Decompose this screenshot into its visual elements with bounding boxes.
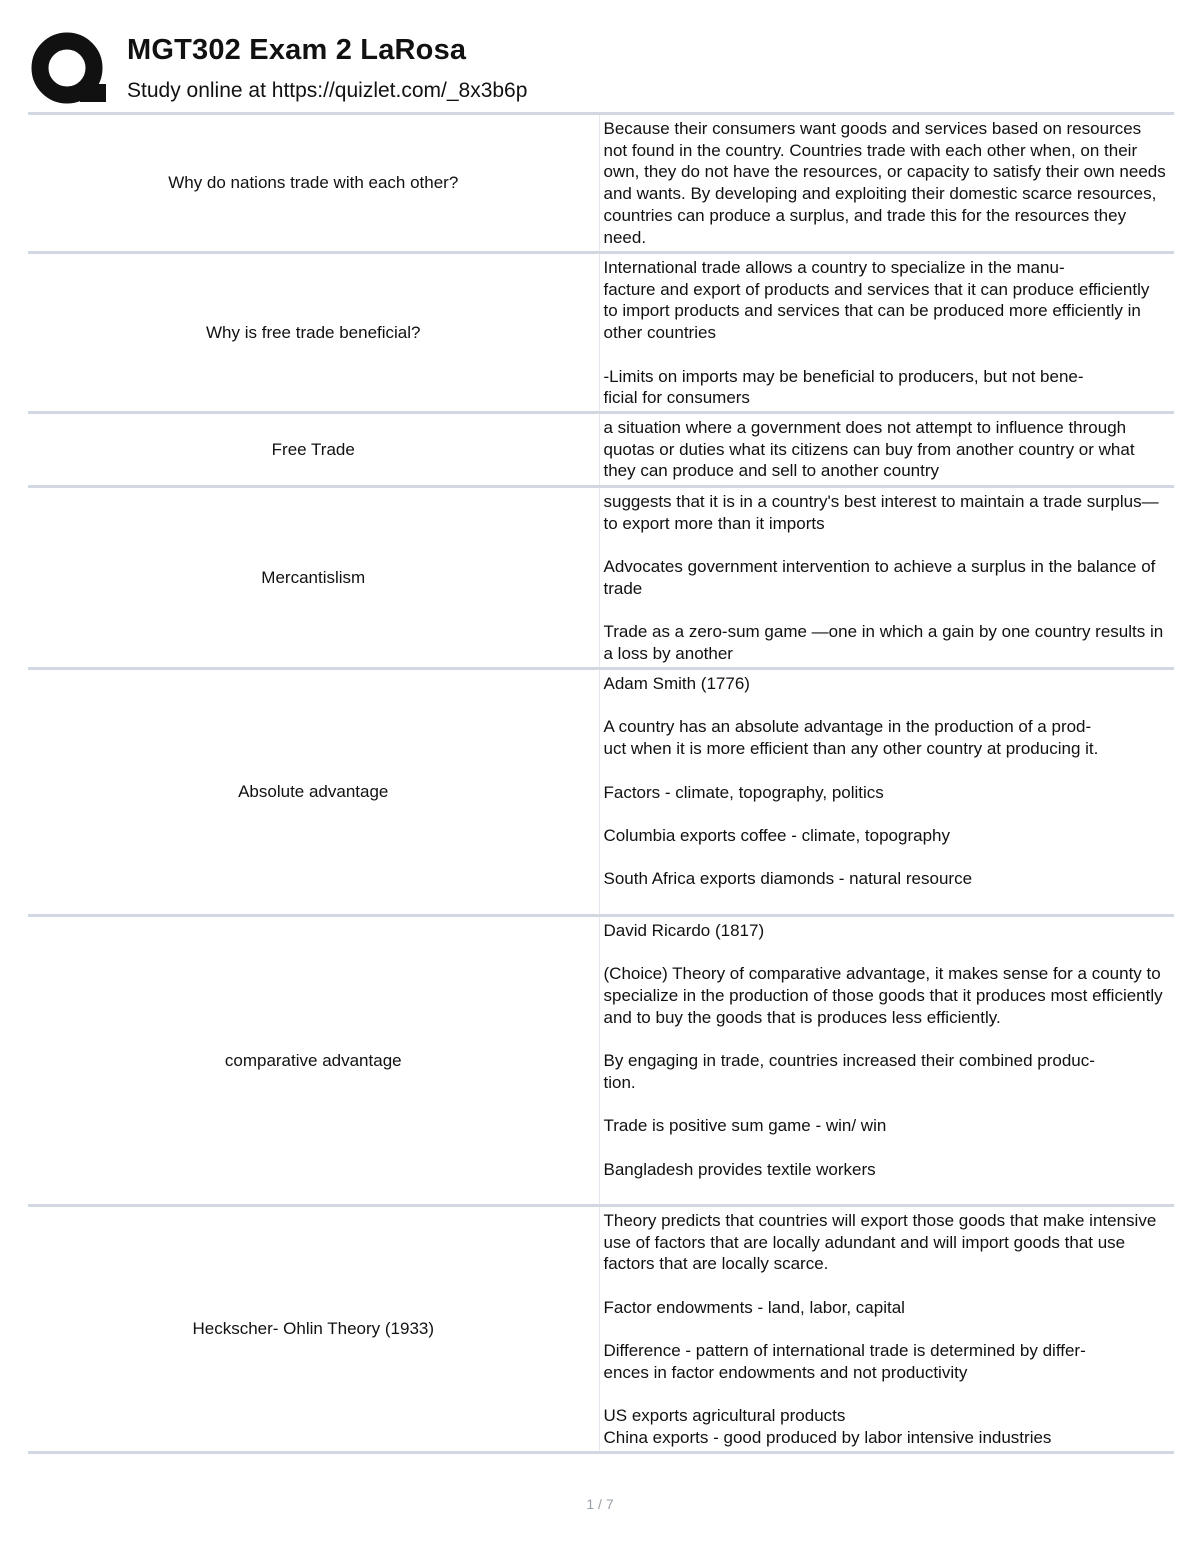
card-row (28, 413, 1174, 487)
card-definition: Because their consumers want goods and services based on resources not found in the country. Countries trade with each other when, on their own, they do not have the resources, or capacity to satisfy their own needs and wants. By developing and exploiting their domestic scarce resources, countries can produce a surplus, and trade this for the resources they need. (599, 114, 1174, 253)
card-row (28, 487, 1174, 669)
card-row (28, 1206, 1174, 1453)
card-definition: Theory predicts that countries will export those goods that make intensive use of factors that are locally adundant and will import goods that use factors that are locally scarce. Factor endowments - land, labor, capital Difference - pattern of international trade is determined by differ- ences in factor endowments and not productivity US exports agricultural products China exports - good produced by labor intensive industries (599, 1206, 1174, 1453)
card-row (28, 114, 1174, 253)
page-subtitle: Study online at https://quizlet.com/_8x3b6p (127, 79, 528, 102)
page-number: 1 / 7 (586, 1496, 614, 1512)
card-definition: Adam Smith (1776) A country has an absolute advantage in the production of a prod- uct when it is more efficient than any other country at producing it. Factors - climate, topography, politics Columbia exports coffee - climate, topography South Africa exports diamonds - natural resource (599, 669, 1174, 916)
card-definition: David Ricardo (1817) (Choice) Theory of comparative advantage, it makes sense for a county to specialize in the production of those goods that it produces most efficiently and to buy the goods that is produces less efficiently. By engaging in trade, countries increased their combined produc- tion. Trade is positive sum game - win/ win Bangladesh provides textile workers (599, 916, 1174, 1206)
card-term: Free Trade (271, 439, 355, 459)
card-term: Absolute advantage (238, 782, 389, 802)
card-term: Why do nations trade with each other? (168, 173, 459, 193)
card-row (28, 669, 1174, 916)
card-term: Why is free trade beneficial? (206, 322, 421, 342)
quizlet-logo-icon (30, 30, 108, 108)
page-title: MGT302 Exam 2 LaRosa (127, 34, 467, 66)
card-definition: suggests that it is in a country's best interest to maintain a trade surplus—to export more than it imports Advocates government intervention to achieve a surplus in the balance of trade Trade as a zero-sum game —one in which a gain by one country results in a loss by another (599, 487, 1174, 669)
card-term: comparative advantage (224, 1050, 402, 1070)
card-definition: a situation where a government does not attempt to influence through quotas or duties what its citizens can buy from another country or what they can produce and sell to another country (599, 413, 1174, 487)
flashcard-table (28, 112, 1174, 1454)
card-term: Mercantislism (261, 567, 366, 587)
card-row (28, 916, 1174, 1206)
card-definition: International trade allows a country to specialize in the manu- facture and export of products and services that it can produce efficiently to import products and services that can be produced more efficiently in other countries -Limits on imports may be beneficial to producers, but not bene- ficial for consumers (599, 253, 1174, 413)
page-header (30, 30, 1180, 110)
card-term: Heckscher- Ohlin Theory (1933) (192, 1319, 435, 1339)
card-row (28, 253, 1174, 413)
